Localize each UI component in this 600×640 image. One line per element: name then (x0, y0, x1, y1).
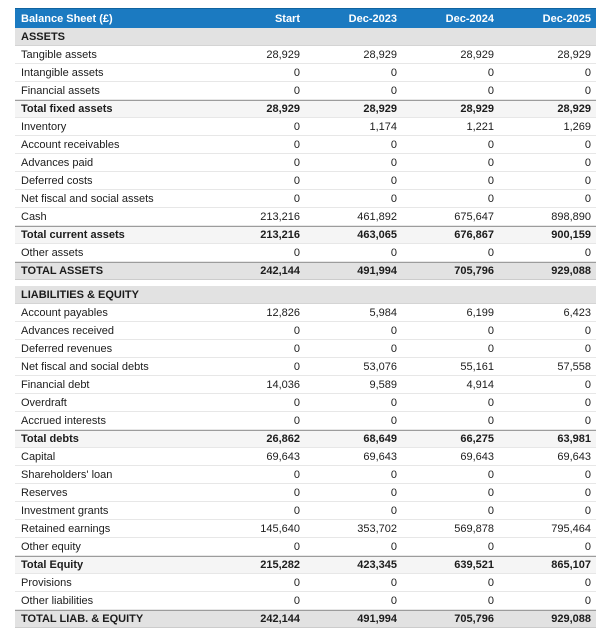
table-row (15, 592, 596, 610)
cell-start: 0 (293, 486, 300, 499)
cell-dec-2023: 0 (390, 486, 397, 499)
cell-dec-2025: 0 (584, 486, 591, 499)
cell-dec-2024: 0 (487, 156, 494, 169)
table-row (15, 358, 596, 376)
cell-dec-2023: 461,892 (357, 210, 397, 223)
cell-dec-2025: 865,107 (551, 559, 591, 571)
cell-dec-2024: 28,929 (460, 48, 494, 61)
cell-dec-2024: 0 (487, 342, 494, 355)
table-row (15, 136, 596, 154)
cell-dec-2024: 0 (487, 174, 494, 187)
table-row (15, 304, 596, 322)
row-label: Total fixed assets (21, 103, 113, 115)
cell-dec-2024: 0 (487, 396, 494, 409)
column-header-dec-2025: Dec-2025 (542, 12, 591, 25)
cell-dec-2025: 0 (584, 66, 591, 79)
cell-dec-2023: 0 (390, 396, 397, 409)
table-title: Balance Sheet (£) (21, 12, 113, 25)
table-row (15, 190, 596, 208)
cell-dec-2025: 0 (584, 576, 591, 589)
cell-start: 0 (293, 324, 300, 337)
cell-dec-2024: 0 (487, 66, 494, 79)
cell-dec-2025: 0 (584, 414, 591, 427)
table-row (15, 466, 596, 484)
grand-total-row (15, 262, 596, 280)
subtotal-row (15, 100, 596, 118)
cell-dec-2025: 28,929 (557, 48, 591, 61)
cell-dec-2024: 0 (487, 468, 494, 481)
cell-start: 0 (293, 138, 300, 151)
cell-dec-2025: 0 (584, 156, 591, 169)
cell-dec-2024: 0 (487, 414, 494, 427)
cell-dec-2025: 1,269 (563, 120, 591, 133)
table-row (15, 448, 596, 466)
row-label: Deferred revenues (21, 342, 113, 355)
cell-dec-2025: 0 (584, 468, 591, 481)
cell-start: 0 (293, 540, 300, 553)
cell-start: 0 (293, 468, 300, 481)
row-label: Net fiscal and social assets (21, 192, 154, 205)
section-header-row (15, 28, 596, 46)
cell-dec-2025: 929,088 (551, 613, 591, 625)
cell-dec-2025: 0 (584, 594, 591, 607)
cell-dec-2025: 900,159 (551, 229, 591, 241)
cell-start: 145,640 (260, 522, 300, 535)
cell-start: 242,144 (260, 613, 300, 625)
cell-dec-2023: 0 (390, 156, 397, 169)
cell-dec-2024: 705,796 (454, 265, 494, 277)
cell-start: 28,929 (266, 103, 300, 115)
cell-start: 215,282 (260, 559, 300, 571)
row-label: Total current assets (21, 229, 125, 241)
table-row (15, 208, 596, 226)
cell-dec-2024: 0 (487, 324, 494, 337)
cell-start: 0 (293, 342, 300, 355)
cell-dec-2023: 0 (390, 66, 397, 79)
subtotal-row (15, 430, 596, 448)
row-label: Financial debt (21, 378, 90, 391)
table-row (15, 484, 596, 502)
table-row (15, 394, 596, 412)
cell-start: 0 (293, 594, 300, 607)
table-row (15, 502, 596, 520)
cell-dec-2024: 0 (487, 246, 494, 259)
cell-dec-2024: 4,914 (466, 378, 494, 391)
table-row (15, 82, 596, 100)
cell-dec-2025: 0 (584, 138, 591, 151)
cell-start: 28,929 (266, 48, 300, 61)
row-label: Intangible assets (21, 66, 104, 79)
cell-dec-2023: 0 (390, 324, 397, 337)
cell-dec-2025: 69,643 (557, 450, 591, 463)
cell-dec-2025: 0 (584, 540, 591, 553)
cell-dec-2023: 491,994 (357, 613, 397, 625)
cell-dec-2025: 0 (584, 84, 591, 97)
row-label: Total Equity (21, 559, 84, 571)
row-label: Capital (21, 450, 56, 463)
cell-dec-2025: 929,088 (551, 265, 591, 277)
cell-dec-2024: 0 (487, 84, 494, 97)
cell-dec-2024: 0 (487, 540, 494, 553)
cell-start: 0 (293, 360, 300, 373)
row-label: TOTAL ASSETS (21, 265, 104, 277)
cell-dec-2024: 639,521 (454, 559, 494, 571)
cell-start: 0 (293, 156, 300, 169)
cell-dec-2024: 55,161 (460, 360, 494, 373)
cell-dec-2023: 463,065 (357, 229, 397, 241)
row-label: Net fiscal and social debts (21, 360, 149, 373)
cell-dec-2024: 675,647 (454, 210, 494, 223)
row-label: Investment grants (21, 504, 109, 517)
cell-dec-2023: 0 (390, 174, 397, 187)
cell-dec-2023: 5,984 (369, 306, 397, 319)
cell-start: 213,216 (260, 229, 300, 241)
cell-start: 14,036 (266, 378, 300, 391)
cell-dec-2023: 53,076 (363, 360, 397, 373)
cell-start: 0 (293, 414, 300, 427)
row-label: Inventory (21, 120, 67, 133)
cell-dec-2023: 0 (390, 192, 397, 205)
cell-dec-2025: 6,423 (563, 306, 591, 319)
cell-dec-2024: 569,878 (454, 522, 494, 535)
cell-start: 0 (293, 84, 300, 97)
row-label: Other equity (21, 540, 81, 553)
row-label: Advances received (21, 324, 114, 337)
table-row (15, 64, 596, 82)
row-label: ASSETS (21, 30, 66, 43)
cell-dec-2025: 0 (584, 504, 591, 517)
row-label: TOTAL LIAB. & EQUITY (21, 613, 144, 625)
cell-dec-2024: 705,796 (454, 613, 494, 625)
row-label: Provisions (21, 576, 72, 589)
column-header-start: Start (274, 12, 300, 25)
table-row (15, 172, 596, 190)
cell-dec-2023: 9,589 (369, 378, 397, 391)
cell-dec-2024: 1,221 (466, 120, 494, 133)
cell-start: 0 (293, 396, 300, 409)
table-row (15, 340, 596, 358)
table-row (15, 118, 596, 136)
row-label: Deferred costs (21, 174, 93, 187)
cell-start: 12,826 (266, 306, 300, 319)
column-header-dec-2023: Dec-2023 (348, 12, 397, 25)
cell-dec-2024: 0 (487, 192, 494, 205)
cell-dec-2024: 0 (487, 486, 494, 499)
row-label: Account receivables (21, 138, 120, 151)
table-row (15, 574, 596, 592)
cell-dec-2023: 0 (390, 504, 397, 517)
cell-dec-2023: 0 (390, 414, 397, 427)
table-row (15, 322, 596, 340)
table-header-row (15, 8, 596, 28)
table-row (15, 538, 596, 556)
cell-dec-2024: 0 (487, 504, 494, 517)
cell-dec-2025: 0 (584, 324, 591, 337)
cell-dec-2023: 0 (390, 576, 397, 589)
cell-start: 242,144 (260, 265, 300, 277)
cell-dec-2024: 0 (487, 576, 494, 589)
cell-dec-2023: 1,174 (369, 120, 397, 133)
cell-dec-2025: 0 (584, 246, 591, 259)
table-row (15, 412, 596, 430)
cell-dec-2025: 795,464 (551, 522, 591, 535)
cell-dec-2023: 353,702 (357, 522, 397, 535)
cell-start: 213,216 (260, 210, 300, 223)
cell-start: 0 (293, 504, 300, 517)
cell-dec-2025: 898,890 (551, 210, 591, 223)
cell-start: 0 (293, 120, 300, 133)
row-label: Other assets (21, 246, 84, 259)
column-header-dec-2024: Dec-2024 (445, 12, 494, 25)
cell-dec-2024: 6,199 (466, 306, 494, 319)
row-label: Reserves (21, 486, 68, 499)
cell-dec-2025: 0 (584, 378, 591, 391)
cell-dec-2023: 0 (390, 342, 397, 355)
cell-dec-2025: 0 (584, 174, 591, 187)
cell-dec-2025: 0 (584, 396, 591, 409)
table-body (15, 28, 596, 628)
cell-start: 0 (293, 174, 300, 187)
cell-dec-2023: 28,929 (363, 48, 397, 61)
row-label: Shareholders' loan (21, 468, 113, 481)
cell-start: 0 (293, 576, 300, 589)
balance-sheet-table (15, 8, 596, 628)
cell-dec-2024: 69,643 (460, 450, 494, 463)
cell-start: 69,643 (266, 450, 300, 463)
cell-dec-2023: 0 (390, 468, 397, 481)
cell-dec-2023: 69,643 (363, 450, 397, 463)
cell-dec-2024: 0 (487, 138, 494, 151)
cell-start: 26,862 (266, 433, 300, 445)
cell-dec-2023: 0 (390, 246, 397, 259)
table-row (15, 46, 596, 64)
cell-start: 0 (293, 246, 300, 259)
row-label: LIABILITIES & EQUITY (21, 288, 139, 301)
cell-start: 0 (293, 192, 300, 205)
cell-start: 0 (293, 66, 300, 79)
cell-dec-2023: 423,345 (357, 559, 397, 571)
cell-dec-2023: 0 (390, 540, 397, 553)
cell-dec-2024: 0 (487, 594, 494, 607)
cell-dec-2024: 676,867 (454, 229, 494, 241)
row-label: Financial assets (21, 84, 100, 97)
subtotal-row (15, 226, 596, 244)
cell-dec-2023: 68,649 (363, 433, 397, 445)
row-label: Accrued interests (21, 414, 106, 427)
row-label: Overdraft (21, 396, 67, 409)
table-row (15, 154, 596, 172)
cell-dec-2023: 491,994 (357, 265, 397, 277)
cell-dec-2023: 28,929 (363, 103, 397, 115)
cell-dec-2025: 63,981 (557, 433, 591, 445)
cell-dec-2025: 28,929 (557, 103, 591, 115)
grand-total-row (15, 610, 596, 628)
row-label: Tangible assets (21, 48, 97, 61)
subtotal-row (15, 556, 596, 574)
section-header-row (15, 286, 596, 304)
row-label: Other liabilities (21, 594, 94, 607)
cell-dec-2025: 57,558 (557, 360, 591, 373)
cell-dec-2023: 0 (390, 138, 397, 151)
cell-dec-2025: 0 (584, 342, 591, 355)
row-label: Retained earnings (21, 522, 111, 535)
row-label: Cash (21, 210, 47, 223)
cell-dec-2025: 0 (584, 192, 591, 205)
table-row (15, 520, 596, 538)
row-label: Total debts (21, 433, 79, 445)
table-row (15, 244, 596, 262)
row-label: Advances paid (21, 156, 94, 169)
cell-dec-2024: 28,929 (460, 103, 494, 115)
cell-dec-2023: 0 (390, 84, 397, 97)
cell-dec-2024: 66,275 (460, 433, 494, 445)
table-row (15, 376, 596, 394)
row-label: Account payables (21, 306, 108, 319)
cell-dec-2023: 0 (390, 594, 397, 607)
